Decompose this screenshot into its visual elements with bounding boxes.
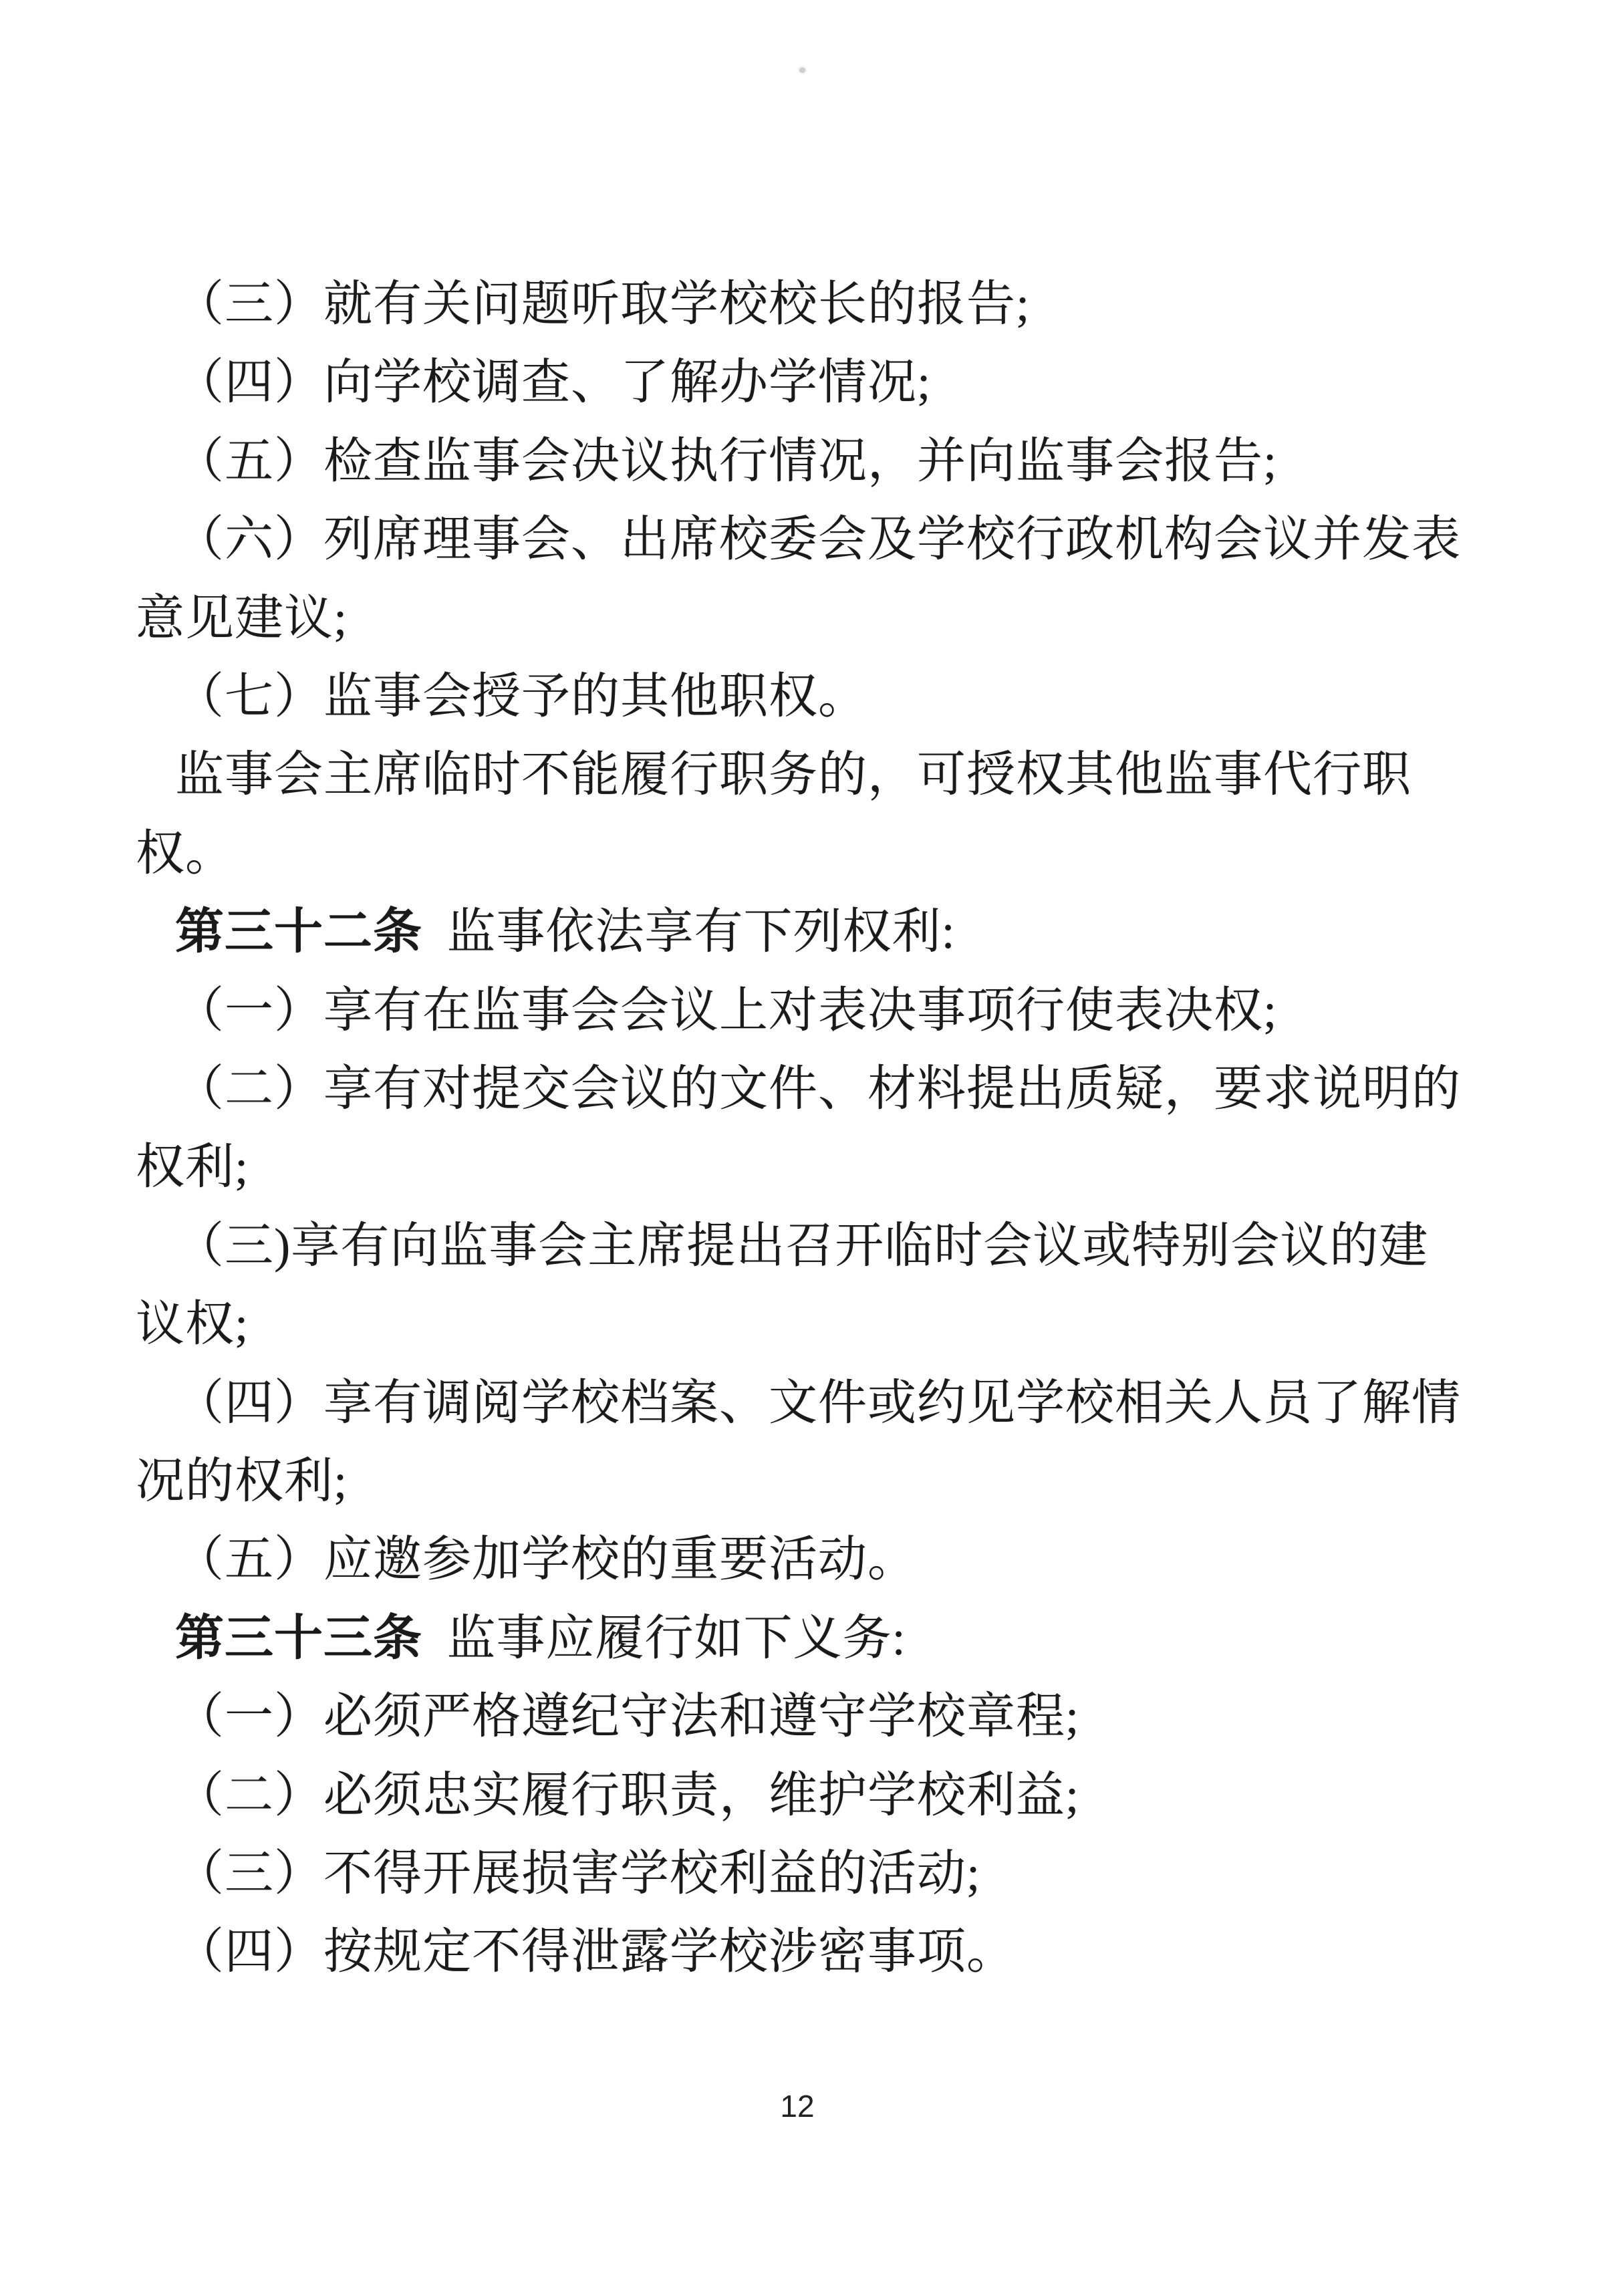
text-line: 意见建议; xyxy=(136,591,348,645)
text-line: （四）按规定不得泄露学校涉密事项。 xyxy=(175,1924,1016,1979)
text-line: （六）列席理事会、出席校委会及学校行政机构会议并发表 xyxy=(175,512,1461,566)
text-line: 况的权利; xyxy=(136,1454,348,1508)
text-line: （五）应邀参加学校的重要活动。 xyxy=(175,1532,917,1586)
text-line: （三）就有关问题听取学校校长的报告; xyxy=(175,277,1031,331)
text-line: （二）享有对提交会议的文件、材料提出质疑，要求说明的 xyxy=(175,1061,1461,1116)
text-line: 议权; xyxy=(136,1297,249,1351)
article-heading-text: 监事应履行如下义务: xyxy=(446,1611,906,1665)
article-heading-line xyxy=(175,1611,906,1665)
text-line: 权利; xyxy=(136,1140,249,1194)
text-line: （一）必须严格遵纪守法和遵守学校章程; xyxy=(175,1689,1080,1743)
text-line: （七）监事会授予的其他职权。 xyxy=(175,669,867,723)
text-line: （三）不得开展损害学校利益的活动; xyxy=(175,1846,981,1900)
article-number: 第三十三条 xyxy=(175,1611,422,1665)
article-number: 第三十二条 xyxy=(175,904,422,959)
text-line: （一）享有在监事会会议上对表决事项行使表决权; xyxy=(175,983,1278,1037)
text-line: 权。 xyxy=(136,826,235,880)
text-line: 监事会主席临时不能履行职务的，可授权其他监事代行职 xyxy=(175,747,1412,801)
text-line: （五）检查监事会决议执行情况，并向监事会报告; xyxy=(175,434,1278,488)
text-line: （四）享有调阅学校档案、文件或约见学校相关人员了解情 xyxy=(175,1376,1461,1430)
text-line: （三)享有向监事会主席提出召开临时会议或特别会议的建 xyxy=(175,1219,1429,1273)
article-heading-line xyxy=(175,904,956,959)
article-heading-text: 监事依法享有下列权利: xyxy=(446,904,956,959)
page-number: 12 xyxy=(780,2089,815,2124)
text-line: （四）向学校调查、了解办学情况; xyxy=(175,355,932,409)
text-line: （二）必须忠实履行职责，维护学校利益; xyxy=(175,1768,1080,1822)
